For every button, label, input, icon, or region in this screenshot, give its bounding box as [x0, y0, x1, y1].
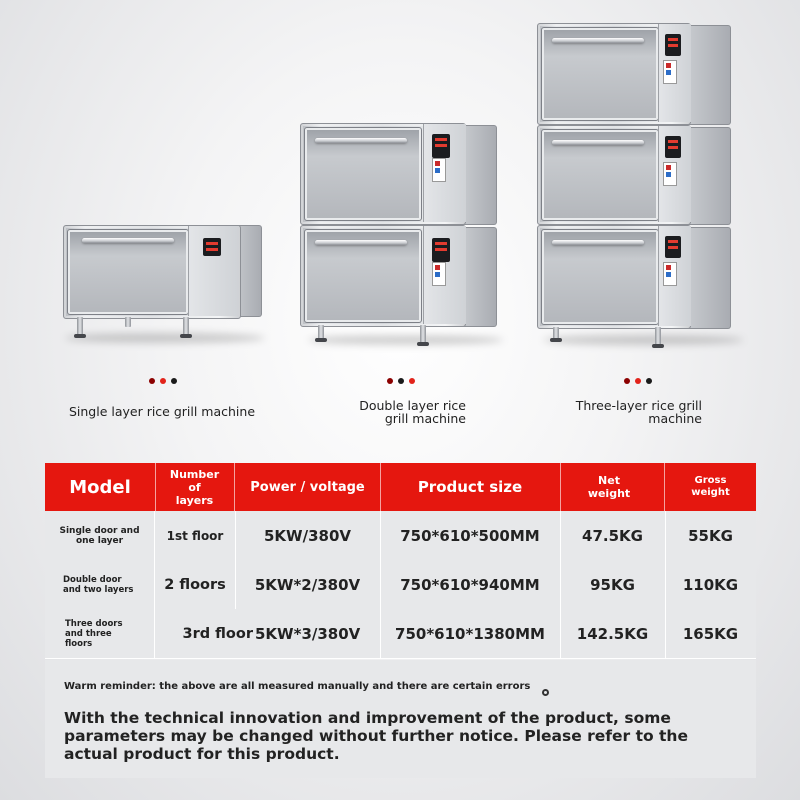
dots-double	[387, 378, 415, 384]
caption-single: Single layer rice grill machine	[68, 404, 256, 419]
cell-size: 750*610*940MM	[380, 560, 561, 609]
header-power: Power / voltage	[235, 463, 381, 511]
table-header	[45, 463, 756, 511]
three-layer-machine-image	[533, 20, 743, 355]
header-gross: Gross weight	[691, 475, 730, 498]
cell-size: 750*610*500MM	[380, 511, 561, 560]
cell-power: 5KW/380V	[235, 511, 381, 560]
double-layer-machine-image	[298, 120, 503, 350]
cell-layers: 2 floors	[155, 560, 236, 609]
cell-model: Single door and one layer	[45, 511, 155, 560]
cell-net: 142.5KG	[560, 609, 666, 658]
cell-layers: 3rd floor	[182, 625, 253, 642]
dot	[409, 378, 415, 384]
dot	[149, 378, 155, 384]
dot	[160, 378, 166, 384]
header-model: Model	[45, 463, 156, 511]
dot	[646, 378, 652, 384]
cell-model: Three doors and three floors	[45, 609, 155, 658]
cell-gross: 165KG	[682, 624, 739, 643]
cell-power: 5KW*2/380V	[235, 560, 381, 609]
warm-reminder: Warm reminder: the above are all measured manually and there are certain errors	[64, 681, 531, 692]
dots-single	[149, 378, 177, 384]
dot	[387, 378, 393, 384]
table-row	[45, 511, 756, 561]
caption-double: Double layer rice grill machine	[359, 398, 466, 426]
dot	[398, 378, 404, 384]
header-size: Product size	[380, 463, 561, 511]
circle-mark-icon	[542, 689, 549, 696]
cell-power: 5KW*3/380V	[255, 609, 381, 658]
cell-gross: 110KG	[682, 575, 739, 594]
header-layers: Number of layers	[155, 463, 235, 511]
cell-size: 750*610*1380MM	[380, 609, 561, 658]
header-net: Net weight	[560, 463, 665, 511]
dot	[635, 378, 641, 384]
single-layer-machine-image	[55, 215, 265, 350]
cell-layers: 1st floor	[155, 511, 236, 560]
dots-three	[624, 378, 652, 384]
dot	[624, 378, 630, 384]
notice-text: With the technical innovation and improvement of the product, some parameters may be changed without further notice. Please refer to the actual product for this product.	[64, 709, 688, 763]
cell-model: Double door and two layers	[45, 560, 155, 609]
notes-box	[45, 660, 756, 778]
dot	[171, 378, 177, 384]
cell-net: 47.5KG	[560, 511, 666, 560]
caption-three: Three-layer rice grill machine	[575, 398, 702, 426]
table-row	[45, 609, 756, 659]
table-row	[45, 560, 756, 610]
cell-net: 95KG	[560, 560, 666, 609]
cell-gross: 55KG	[688, 526, 733, 545]
